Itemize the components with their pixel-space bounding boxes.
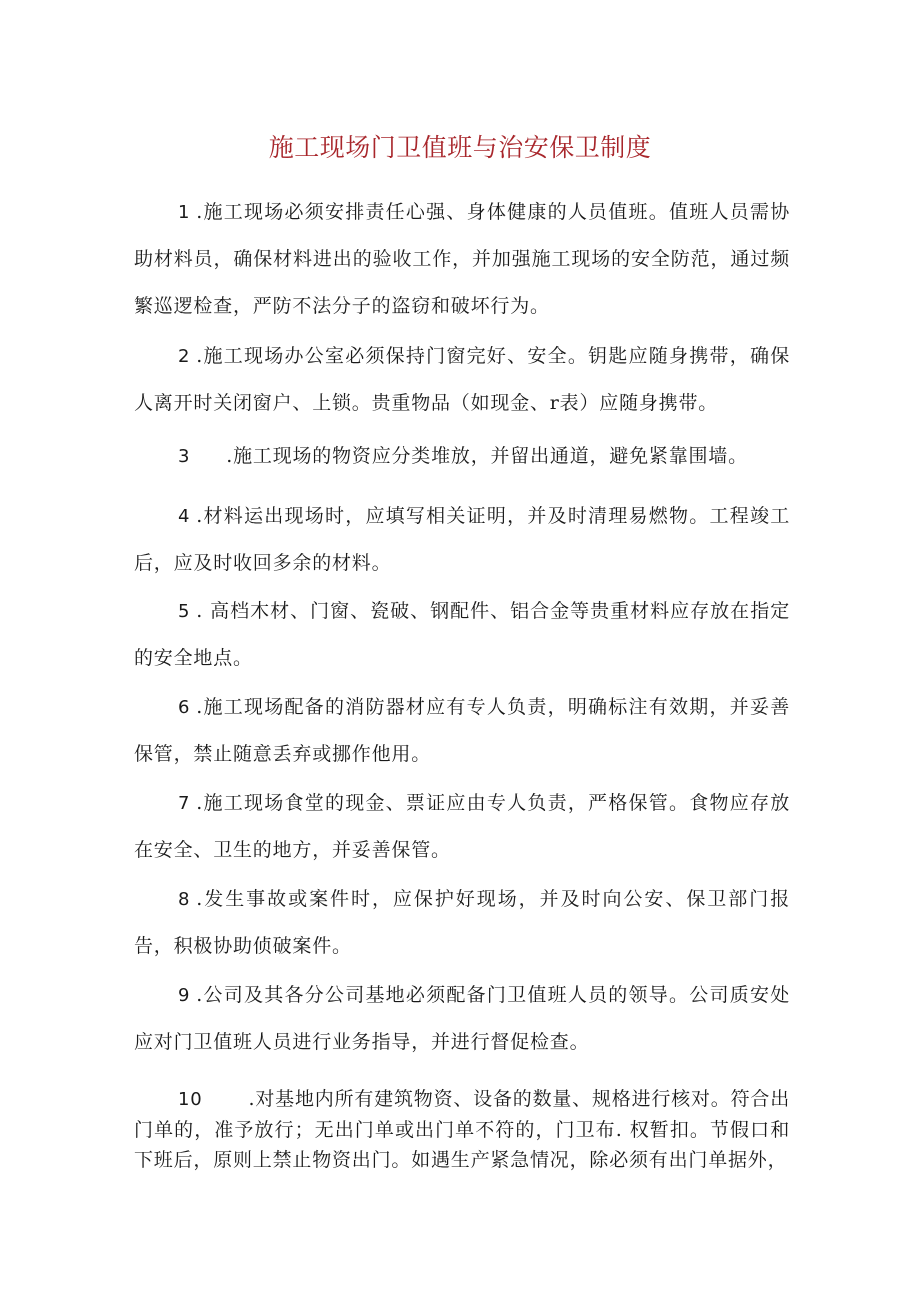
paragraph-text: .公司及其各分公司基地必须配备门卫值班人员的领导。公司质安处应对门卫值班人员进行业务指导，并进行督促检查。 xyxy=(134,984,790,1053)
paragraph-number: 8 xyxy=(178,889,191,910)
paragraph-9 xyxy=(134,972,790,1066)
paragraph-text: .发生事故或案件时，应保护好现场，并及时向公安、保卫部门报告，积极协助侦破案件。 xyxy=(134,888,790,957)
paragraph-3 xyxy=(134,433,790,480)
paragraph-1 xyxy=(134,189,790,330)
paragraph-number: 1 xyxy=(178,202,191,223)
paragraph-5 xyxy=(134,588,790,682)
paragraph-6 xyxy=(134,684,790,778)
paragraph-number: 7 xyxy=(178,793,191,814)
paragraph-text: . 高档木材、门窗、瓷破、钢配件、铝合金等贵重材料应存放在指定的安全地点。 xyxy=(134,600,790,669)
paragraph-number: 2 xyxy=(178,346,191,367)
paragraph-number: 4 xyxy=(178,506,191,527)
paragraph-text: .对基地内所有建筑物资、设备的数量、规格进行核对。符合出门单的，准予放行；无出门单或出门单不符的，门卫布. 权暂扣。节假口和下班后，原则上禁止物资出门。如遇生产紧急情况，除必须有出门单据外， xyxy=(134,1088,790,1171)
paragraph-text: .施工现场食堂的现金、票证应由专人负责，严格保管。食物应存放在安全、卫生的地方，并妥善保管。 xyxy=(134,792,790,861)
paragraph-text: .施工现场必须安排责任心强、身体健康的人员值班。值班人员需协助材料员，确保材料进出的验收工作，并加强施工现场的安全防范，通过频繁巡逻检查，严防不法分子的盗窃和破坏行为。 xyxy=(134,201,790,317)
paragraph-text: .施工现场办公室必须保持门窗完好、安全。钥匙应随身携带，确保人离开时关闭窗户、上锁。贵重物品（如现金、r表）应随身携带。 xyxy=(134,345,790,414)
paragraph-text: .施工现场的物资应分类堆放，并留出通道，避免紧靠围墙。 xyxy=(226,445,748,467)
paragraph-number: 5 xyxy=(178,601,191,622)
paragraph-2 xyxy=(134,333,790,427)
paragraph-number: 9 xyxy=(178,985,191,1006)
paragraph-8 xyxy=(134,876,790,970)
paragraph-text: .材料运出现场时，应填写相关证明，并及时清理易燃物。工程竣工后，应及时收回多余的材料。 xyxy=(134,505,790,574)
paragraph-text: .施工现场配备的消防器材应有专人负责，明确标注有效期，并妥善保管，禁止随意丢弃或挪作他用。 xyxy=(134,696,790,765)
paragraph-4 xyxy=(134,493,790,587)
paragraph-number: 10 xyxy=(178,1089,203,1110)
paragraph-7 xyxy=(134,780,790,874)
paragraph-10 xyxy=(134,1084,790,1175)
paragraph-number: 3 xyxy=(178,446,191,467)
document-title: 施工现场门卫值班与治安保卫制度 xyxy=(268,133,652,162)
paragraph-number: 6 xyxy=(178,697,191,718)
